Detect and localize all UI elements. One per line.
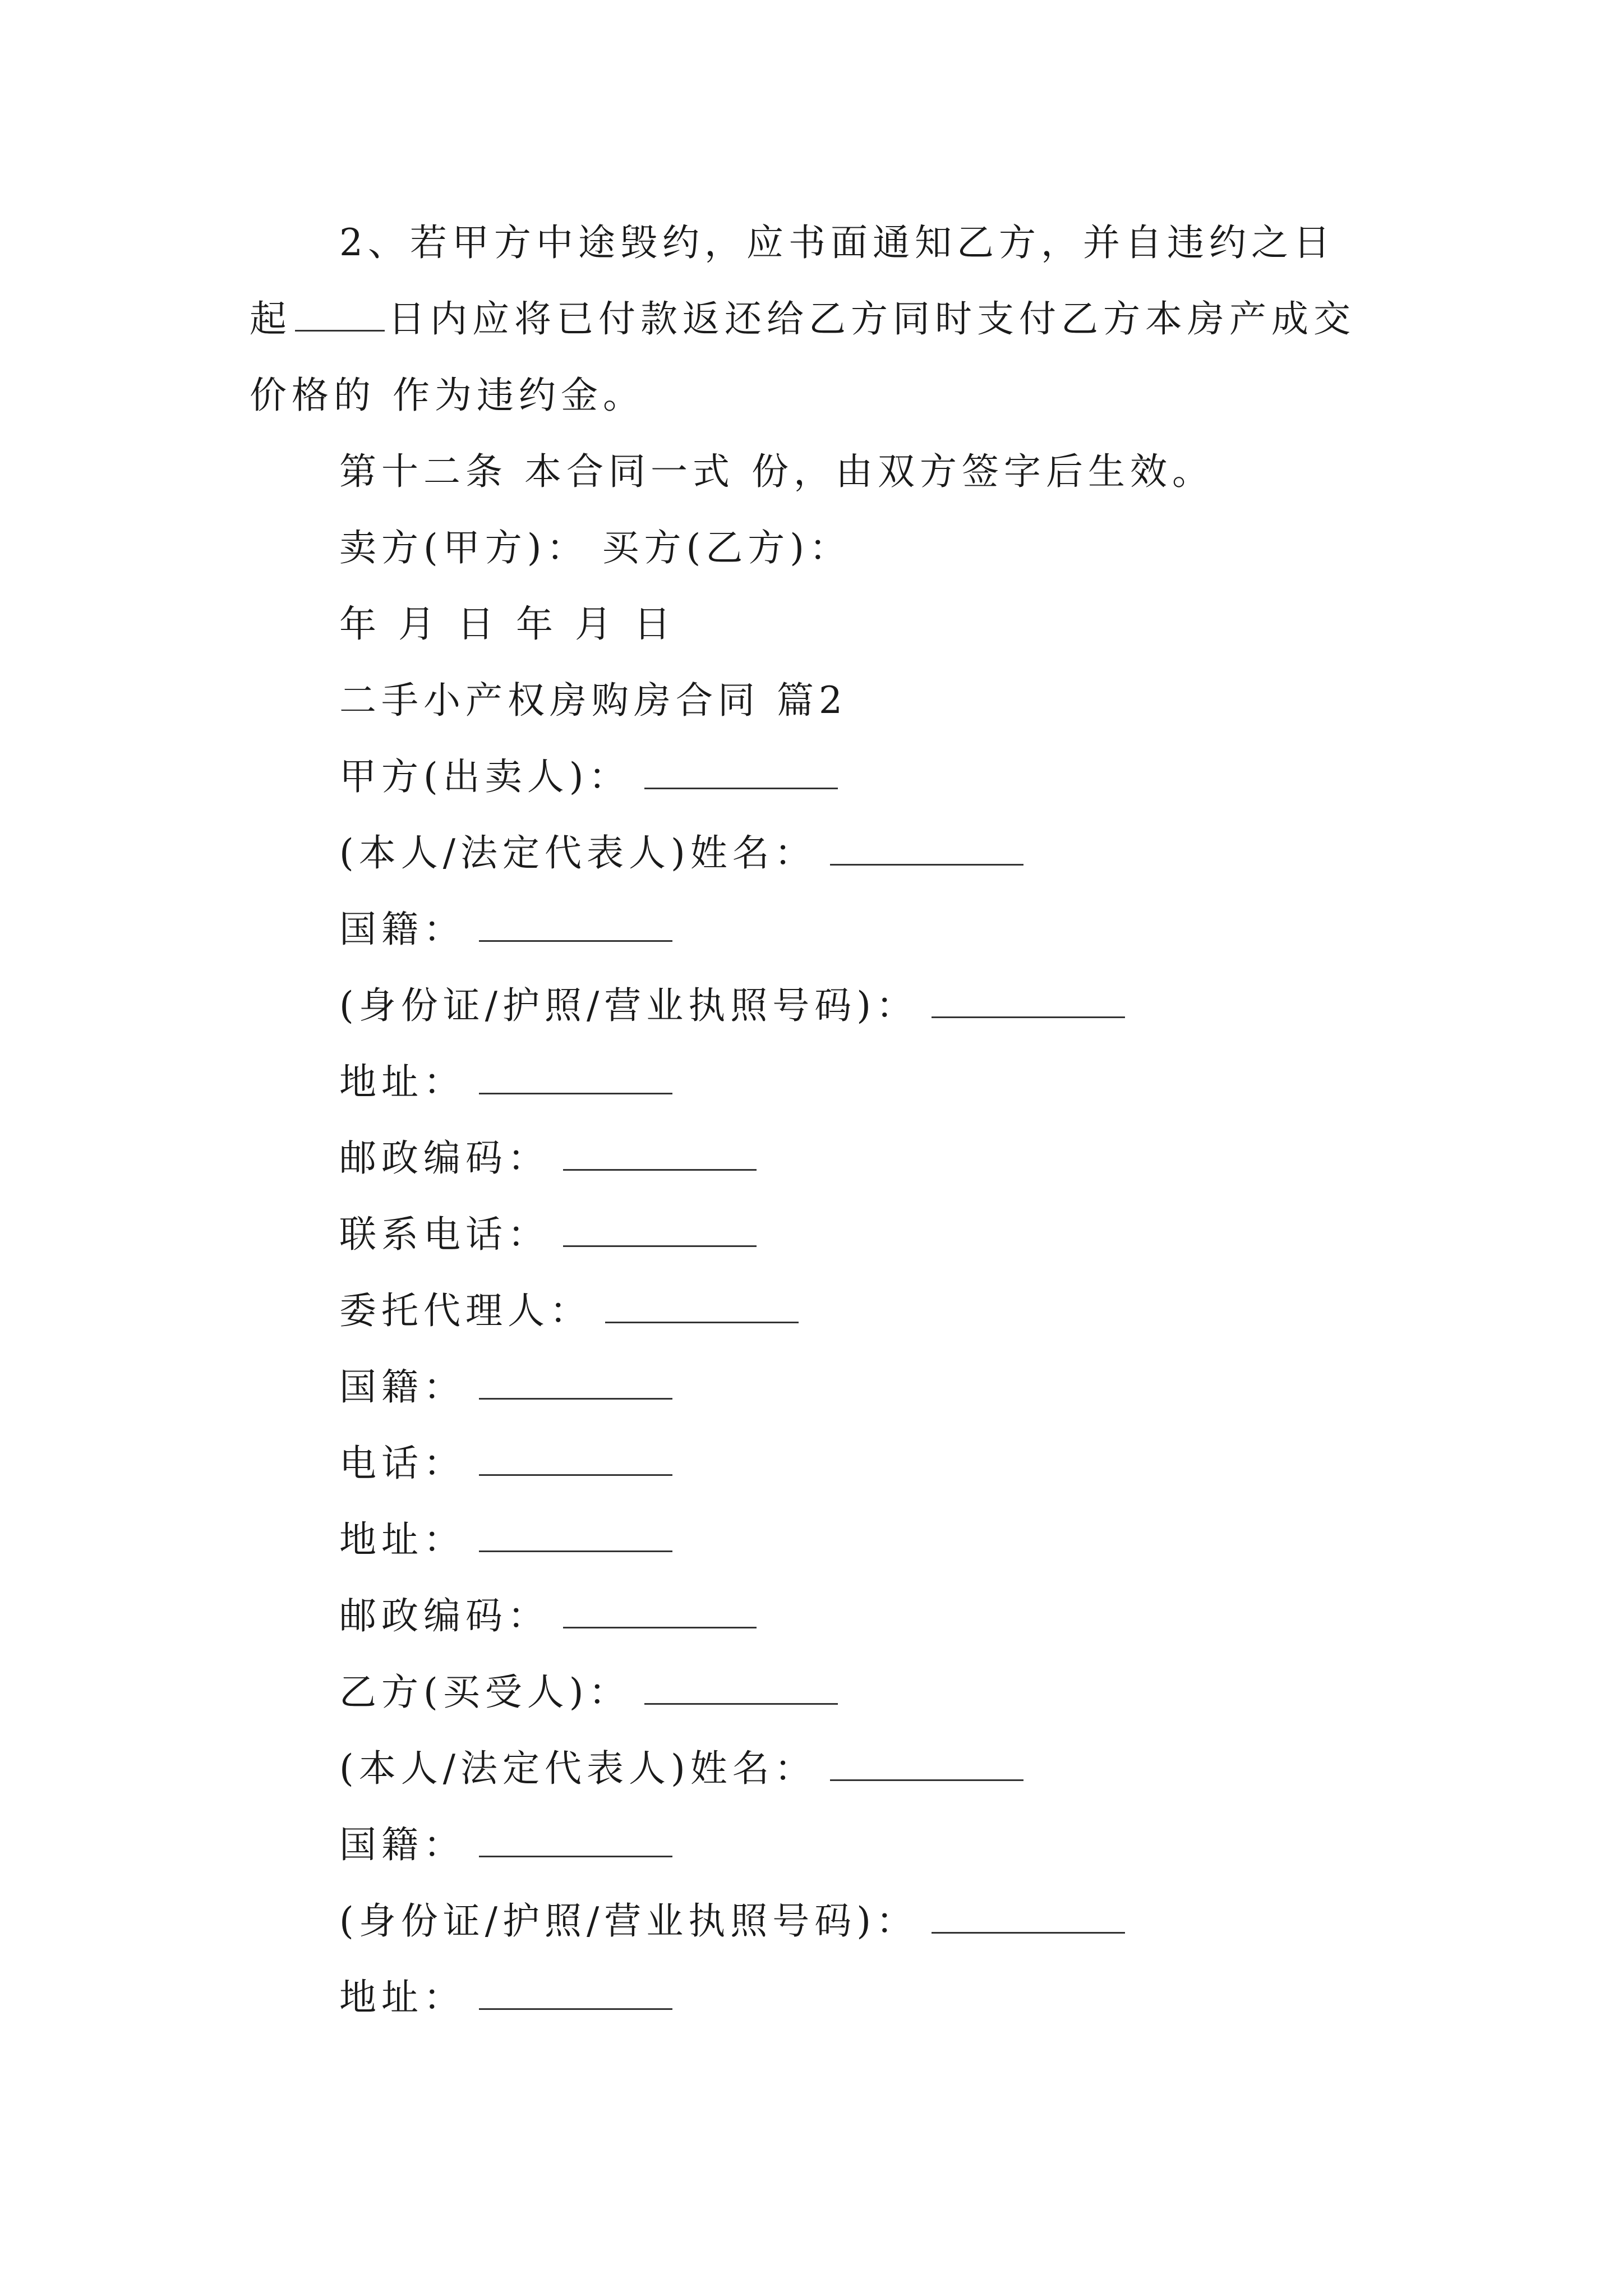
party-a-field [250, 1578, 1394, 1654]
party-a-field [250, 1349, 1394, 1425]
field-label: 国籍： [339, 1365, 465, 1409]
fill-blank [563, 1147, 757, 1171]
party-b-field [250, 1731, 1394, 1807]
fill-blank [479, 1452, 672, 1476]
fill-blank [479, 918, 672, 942]
field-label: (本人/法定代表人)姓名： [339, 1747, 817, 1790]
signature-labels [250, 510, 1394, 586]
fill-blank [830, 1757, 1023, 1781]
field-label: 国籍： [339, 908, 465, 951]
field-label: 甲方(出卖人)： [339, 755, 631, 798]
party-b-field [250, 1654, 1394, 1731]
clause-2-line-1: 2、若甲方中途毁约，应书面通知乙方，并自违约之日 [339, 221, 1335, 264]
clause-2-line-2-end: 日内应将已付款返还给乙方同时支付乙方本房产成交 [388, 297, 1355, 341]
field-label: 邮政编码： [339, 1137, 550, 1180]
fill-blank [932, 994, 1125, 1018]
field-label: 邮政编码： [339, 1594, 550, 1637]
fill-blank [563, 1604, 757, 1628]
party-a-field [250, 968, 1394, 1044]
party-a-field [250, 815, 1394, 891]
fill-blank [563, 1223, 757, 1247]
buyer-label: 买方(乙方)： [602, 526, 851, 569]
document-body [250, 205, 1394, 2036]
fill-blank [479, 1375, 672, 1400]
clause-2-line-3: 价格的 作为违约金。 [250, 374, 645, 417]
days-blank [295, 307, 385, 332]
article-12: 第十二条 本合同一式 份，由双方签字后生效。 [339, 450, 1214, 493]
field-label: 地址： [339, 1518, 465, 1561]
party-a-field [250, 1120, 1394, 1197]
fill-blank [830, 841, 1023, 866]
field-label: 委托代理人： [339, 1289, 592, 1332]
party-b-field [250, 1883, 1394, 1959]
fill-blank [479, 1833, 672, 1857]
field-label: 联系电话： [339, 1213, 550, 1256]
fill-blank [605, 1299, 799, 1323]
field-label: (身份证/护照/营业执照号码)： [339, 984, 918, 1027]
party-a-field [250, 891, 1394, 968]
fill-blank [644, 1681, 838, 1705]
party-a-field [250, 1044, 1394, 1120]
field-label: (本人/法定代表人)姓名： [339, 831, 817, 875]
clause-2-line-2-start: 起 [250, 297, 292, 341]
party-a-field [250, 1273, 1394, 1349]
field-label: (身份证/护照/营业执照号码)： [339, 1899, 918, 1943]
field-label: 乙方(买受人)： [339, 1671, 631, 1714]
section-title: 二手小产权房购房合同 篇2 [339, 679, 847, 722]
party-a-field [250, 739, 1394, 815]
field-label: 地址： [339, 1060, 465, 1103]
fill-blank [479, 1070, 672, 1094]
field-label: 电话： [339, 1442, 465, 1485]
seller-label: 卖方(甲方)： [339, 526, 589, 569]
field-label: 地址： [339, 1976, 465, 2019]
fill-blank [479, 1528, 672, 1552]
date-line: 年 月 日 年 月 日 [339, 602, 676, 646]
party-a-field [250, 1502, 1394, 1578]
fill-blank [932, 1910, 1125, 1934]
fill-blank [644, 765, 838, 789]
fill-blank [479, 1986, 672, 2010]
party-b-field [250, 1959, 1394, 2036]
field-label: 国籍： [339, 1823, 465, 1866]
party-b-field [250, 1807, 1394, 1883]
clause-2-line-2 [250, 281, 1394, 357]
party-a-field [250, 1425, 1394, 1502]
party-a-field [250, 1197, 1394, 1273]
